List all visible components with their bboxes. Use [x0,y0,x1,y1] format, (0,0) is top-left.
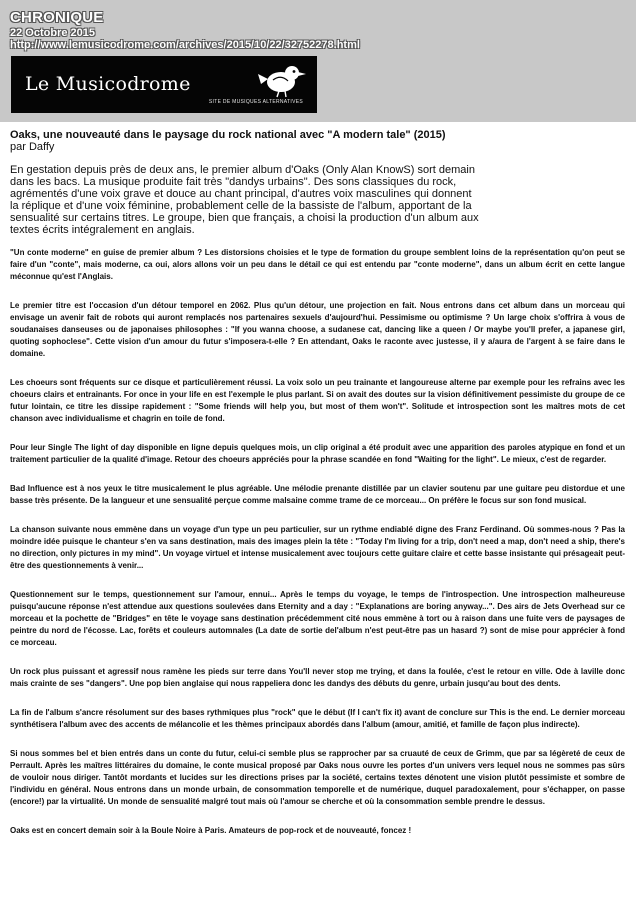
article-paragraph: Questionnement sur le temps, questionnement sur l'amour, ennui... Après le temps du voyage, le temps de l'introspection. Une introspection malheureuse puisqu'aucune réponse n'est attendue aux questions soulevées dans Eternity and a day : "Explanations are boring anyway...". Des airs de Jets Overhead sur ce morceau et la pochette de "Bridges" en tête le voyage sans destination précédemment cité nous emmène à tort ou à raison dans une fuite vers de paysages de peintre du nord de l'écosse. Lac, forêts et couleurs automnales (La date de sortie del'album n'est peut-être pas un hasard ?) sont de mise pour apprécier à fond ce morceau. [10,590,625,647]
article-paragraph: "Un conte moderne" en guise de premier album ? Les distorsions choisies et le type de formation du groupe semblent loins de la représentation qu'on peut se faire d'un "conte", mais moderne, ca oui, alors allons voir un peu dans le détail ce qui est entendu par "conte moderne", dans un album écrit en cette langue méconnue qu'est l'Anglais. [10,248,625,281]
article-intro: En gestation depuis près de deux ans, le premier album d'Oaks (Only Alan KnowS) sort demain dans les bacs. La musique produite fait très "dandys urbains". Des sons classiques du rock, agrémentés d'une voix grave et douce au chant principal, d'autres voix masculines qui donnent la réplique et d'une voix féminine, probablement celle de la bassiste de l'album, apportant de la sensualité sur certains titres. Le groupe, bien que français, a choisi la production d'un album aux textes écrits intégralement en anglais. [10,164,479,236]
article-paragraph: Le premier titre est l'occasion d'un détour temporel en 2062. Plus qu'un détour, une projection en fait. Nous entrons dans cet album dans un morceau qui envisage un avenir fait de robots qui auront remplacés nos partenaires sexuels d'aujourd'hui. Pessimisme ou optimisme ? Un large choix s'offrira à vous de soudanaises danseuses ou de japonaises philosophes : "If you wanna choose, a sudanese cat, dancing like a queen / Or maybe you'll prefer, a japanese girl, quoting sophoclese". Cette vision d'un amour du futur s'imposera-t-elle ? En attendant, Oaks le raconte avec justesse, il y a/aura de l'argent à se faire dans le domaine. [10,301,625,358]
article-title: Oaks, une nouveauté dans le paysage du rock national avec "A modern tale" (2015) [10,129,446,141]
article-url[interactable]: http://www.lemusicodrome.com/archives/2015/10/22/32752278.html [10,39,360,51]
article-paragraph: Oaks est en concert demain soir à la Boule Noire à Paris. Amateurs de pop-rock et de nouveauté, foncez ! [10,826,412,835]
logo-name: Le Musicodrome [25,73,191,95]
article-paragraph: Les choeurs sont fréquents sur ce disque et particulièrement réussi. La voix solo un peu trainante et langoureuse alterne par exemple pour les refrains avec les choeurs clairs et entrainants. For once in your life en est l'exemple le plus parlant. Si on avait des doutes sur la vision définitivement pessimiste du groupe de ce futur lointain, ce titre les dissipe rapidement : "Some friends will help you, but most of them won't". Solitude et introspection sont les maîtres mots de cet chanson avec individualisme et chagrin en toile de fond. [10,378,625,423]
article-paragraph: Si nous sommes bel et bien entrés dans un conte du futur, celui-ci semble plus se rapprocher par sa cruauté de ceux de Grimm, que par sa légèreté de ceux de Perrault. Après les maîtres littéraires du domaine, le conte musical proposé par Oaks nous ouvre les portes d'un univers vers lequel nous ne sommes pas sûrs de vouloir nous diriger. Tantôt mordants et lucides sur les directions prises par la société, certains textes dénotent une vision plutôt pessimiste et sombre de l'individu en général. Nous entrons dans un monde urbain, de consommation temporelle et de numérique, duquel paradoxalement, pour s'échapper, on passe (encore!) par la virtualité. Un monde de sensualité malgré tout mais où l'amour se cherche et où la consommation semble prendre le dessus. [10,749,625,806]
article-paragraph: Un rock plus puissant et agressif nous ramène les pieds sur terre dans You'll never stop me trying, et dans la foulée, c'est le retour en ville. Ode à laville donc mais crainte de ses "dangers". Une pop bien anglaise qui nous rappeliera donc les dandys des débuts du genre, urbain jusqu'au bout des dents. [10,667,625,688]
logo-tagline: SITE DE MUSIQUES ALTERNATIVES [208,99,303,105]
article-paragraph: La chanson suivante nous emmène dans un voyage d'un type un peu particulier, sur un rythme endiablé digne des Franz Ferdinand. Où sommes-nous ? Pas la moindre idée puisque le chanteur s'en va sans destination, mais des images plein la tête : "Today I'm living for a trip, don't need a map, don't need a ship, there's no direction, only pictures in my mind". Un voyage virtuel et intense musicalement avec toujours cette guitare claire et cette basse insistante qui présageait peut-être des questionnements à venir... [10,525,625,570]
article-paragraph: Bad Influence est à nos yeux le titre musicalement le plus agréable. Une mélodie prenante distillée par un clavier soutenu par une guitare peu distordue et une basse très présente. De la langueur et une sensualité perçue comme malsaine comme trame de ce morceau... On préfère le focus sur son fond musical. [10,484,625,505]
site-logo [11,56,317,113]
publication-date: 22 Octobre 2015 [10,27,95,39]
article-paragraph: La fin de l'album s'ancre résolument sur des bases rythmiques plus "rock" que le début (If I can't fix it) avant de conclure sur This is the end. Le dernier morceau synthétisera l'album avec des accents de mélancolie et les thèmes principaux abordés dans l'album (amour, amitié, et famille de façon plus indirecte). [10,708,625,729]
bird-icon [255,60,309,98]
article [10,129,625,837]
section-label: CHRONIQUE [10,9,104,26]
header-band [0,0,636,122]
article-paragraph: Pour leur Single The light of day disponible en ligne depuis quelques mois, un clip original a été produit avec une apparition des paroles atypique en fond et un traitement particulier de la qualité d'image. Retour des choeurs appréciés pour la phrase scandée en fond "Waiting for the light". Le mieux, c'est de regarder. [10,443,625,464]
article-byline: par Daffy [10,141,55,153]
